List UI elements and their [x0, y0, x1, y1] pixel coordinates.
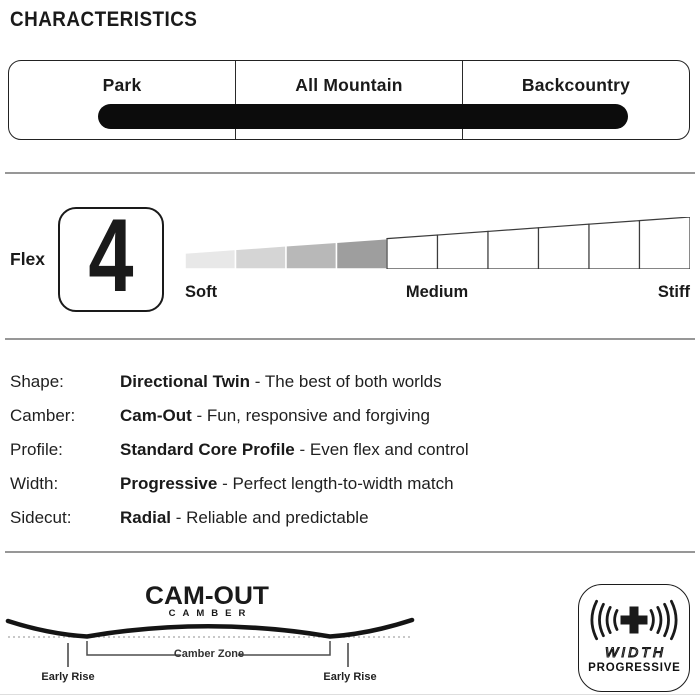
- bottom-divider: [0, 694, 700, 695]
- camber-logo-title: CAM-OUT: [145, 582, 269, 610]
- spec-value: Progressive: [120, 474, 218, 493]
- spec-row-sidecut: [10, 502, 690, 536]
- flex-segment-9-empty: [589, 221, 640, 269]
- spec-description: The best of both worlds: [264, 372, 442, 391]
- spec-label: Sidecut:: [10, 508, 72, 527]
- flex-segment-1-filled: [185, 249, 236, 269]
- section-divider: [5, 172, 695, 174]
- flex-value: 4: [88, 207, 134, 312]
- spec-separator: -: [217, 474, 233, 493]
- flex-segment-3-filled: [286, 242, 337, 269]
- spec-description: Even flex and control: [309, 440, 469, 459]
- flex-scale-label-medium: Medium: [405, 283, 469, 301]
- spec-value: Radial: [120, 508, 172, 527]
- spec-separator: -: [250, 372, 265, 391]
- spec-separator: -: [191, 406, 207, 425]
- early-rise-label-right: Early Rise: [323, 671, 377, 683]
- flex-value-badge: [58, 207, 164, 312]
- page-title: CHARACTERISTICS: [10, 8, 198, 31]
- flex-segment-8-empty: [539, 224, 590, 269]
- flex-segment-6-empty: [438, 231, 489, 269]
- flex-scale-label-stiff: Stiff: [657, 283, 690, 301]
- spec-description: Reliable and predictable: [186, 508, 369, 527]
- flex-label: Flex: [10, 249, 46, 269]
- spec-label: Width:: [10, 474, 59, 493]
- spec-label: Camber:: [10, 406, 76, 425]
- flex-scale-label-soft: Soft: [185, 283, 218, 301]
- board-profile-curve: [8, 620, 412, 637]
- spec-label: Profile:: [10, 440, 63, 459]
- terrain-range-pill: [98, 104, 628, 129]
- spec-separator: -: [294, 440, 310, 459]
- progressive-label: PROGRESSIVE: [588, 662, 681, 674]
- width-progressive-badge: [578, 584, 690, 692]
- spec-description: Perfect length-to-width match: [232, 474, 454, 493]
- spec-value: Standard Core Profile: [120, 440, 295, 459]
- spec-row-width: [10, 468, 690, 502]
- flex-segment-7-empty: [488, 228, 539, 269]
- spec-row-shape: [10, 366, 690, 400]
- flex-segment-4-filled: [337, 239, 388, 269]
- section-divider: [5, 338, 695, 340]
- plus-icon: [621, 607, 648, 634]
- flex-segment-10-empty: [640, 217, 691, 269]
- spec-row-profile: [10, 434, 690, 468]
- spec-label: Shape:: [10, 372, 64, 391]
- flex-scale-chart: [185, 217, 690, 269]
- spec-separator: -: [171, 508, 187, 527]
- terrain-category-all-mountain: All Mountain: [235, 61, 462, 139]
- spec-list: [10, 366, 690, 536]
- flex-segment-5-empty: [387, 235, 438, 269]
- spec-description: Fun, responsive and forgiving: [206, 406, 430, 425]
- early-rise-label-left: Early Rise: [41, 671, 95, 683]
- spec-value: Cam-Out: [120, 406, 192, 425]
- width-label: WIDTH: [605, 644, 666, 660]
- camber-zone-label: Camber Zone: [173, 648, 245, 660]
- camber-logo-subtitle: CAMBER: [168, 608, 253, 619]
- terrain-category-park: Park: [102, 75, 142, 95]
- plus-with-arcs-icon: [586, 598, 682, 642]
- flex-segment-2-filled: [236, 246, 287, 269]
- section-divider: [5, 551, 695, 553]
- spec-row-camber: [10, 400, 690, 434]
- spec-value: Directional Twin: [120, 372, 251, 391]
- terrain-category-backcountry: Backcountry: [462, 61, 689, 139]
